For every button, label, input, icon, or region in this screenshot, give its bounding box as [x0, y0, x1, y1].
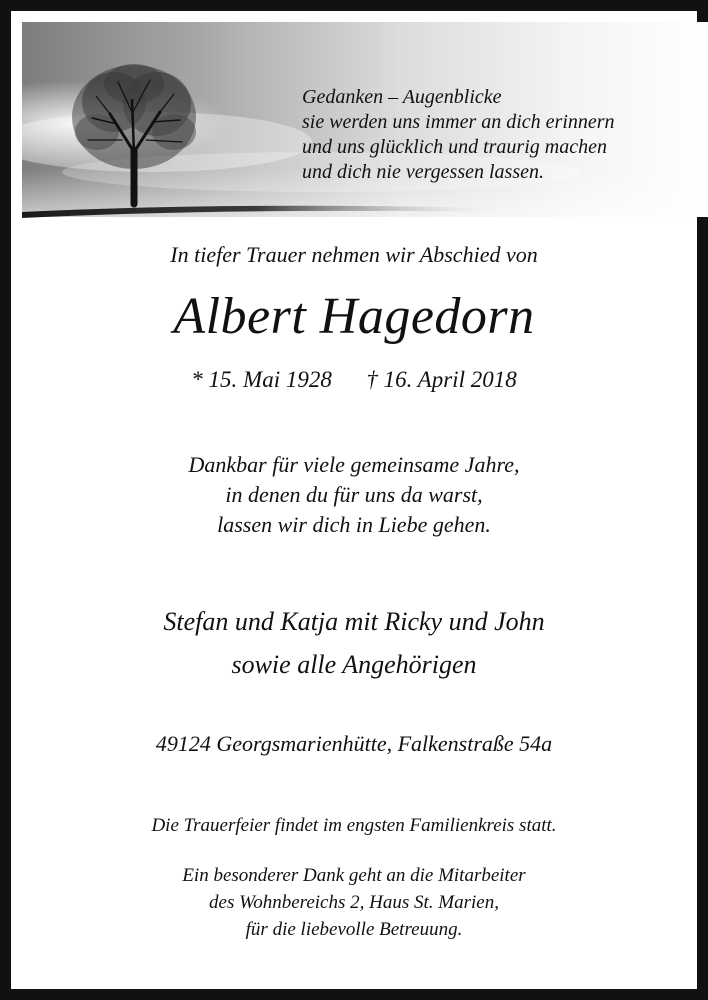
poem-line: Gedanken – Augenblicke [302, 86, 502, 108]
life-dates [11, 367, 697, 393]
verse [11, 450, 697, 540]
verse-line: lassen wir dich in Liebe gehen. [217, 512, 491, 537]
poem-line: sie werden uns immer an dich erinnern [302, 111, 615, 133]
ceremony-note: Die Trauerfeier findet im engsten Familienkreis statt. [151, 815, 557, 836]
header-banner [22, 22, 708, 226]
poem-line: und uns glücklich und traurig machen [302, 136, 607, 158]
verse-line: in denen du für uns da warst, [225, 482, 483, 507]
poem [302, 85, 615, 185]
mourners-line: Stefan und Katja mit Ricky und John [163, 607, 545, 636]
poem-line: und dich nie vergessen lassen. [302, 161, 544, 183]
thanks-line: des Wohnbereichs 2, Haus St. Marien, [209, 892, 499, 913]
thanks-line: für die liebevolle Betreuung. [245, 919, 463, 940]
deceased-name: Albert Hagedorn [173, 288, 535, 345]
birth-date: * 15. Mai 1928 [191, 367, 332, 392]
death-date: † 16. April 2018 [366, 367, 517, 392]
thanks-note [11, 862, 697, 943]
address: 49124 Georgsmarienhütte, Falkenstraße 54a [155, 731, 553, 756]
thanks-line: Ein besonderer Dank geht an die Mitarbeiter [182, 865, 526, 886]
mourners [11, 600, 697, 686]
mourners-line: sowie alle Angehörigen [231, 650, 477, 679]
intro-text: In tiefer Trauer nehmen wir Abschied von [170, 242, 538, 267]
verse-line: Dankbar für viele gemeinsame Jahre, [188, 452, 520, 477]
